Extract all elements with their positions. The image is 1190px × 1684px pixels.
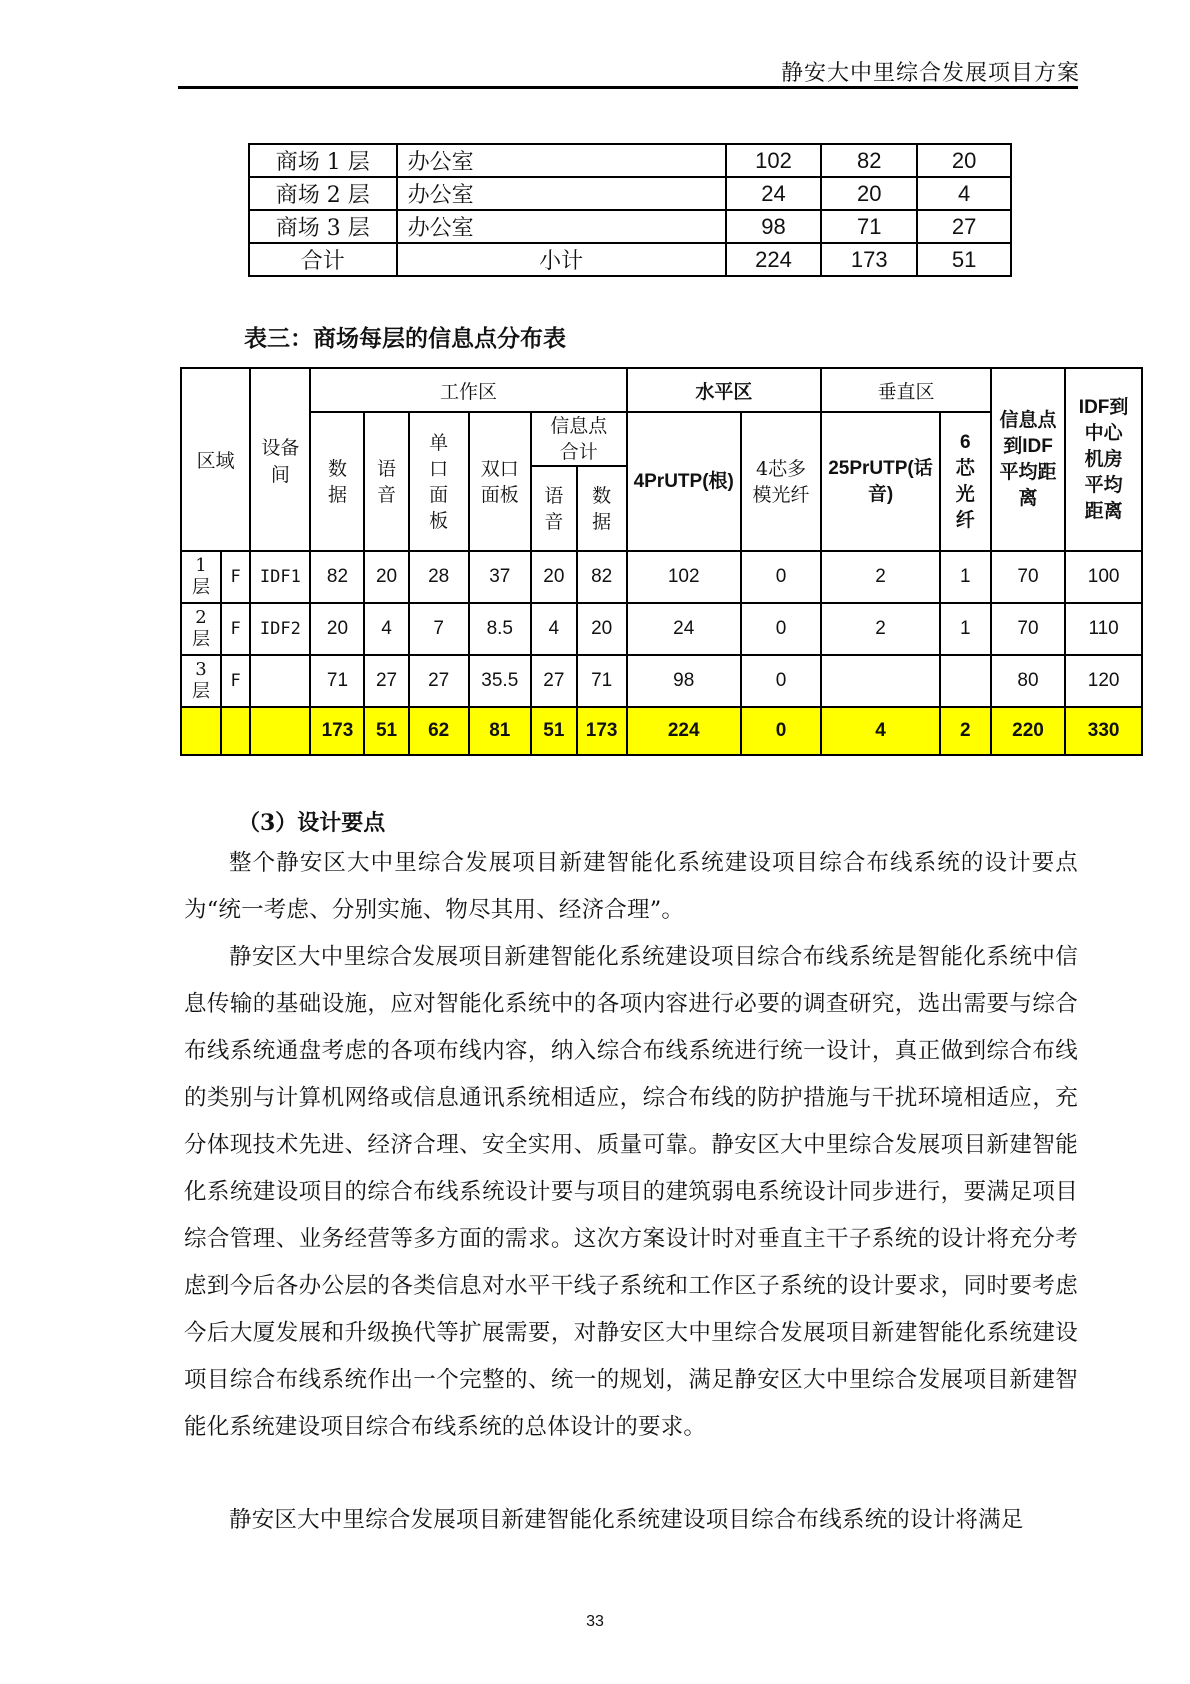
table-cell: 220 [991, 707, 1065, 755]
table-header-row [181, 368, 1142, 412]
table-cell: 51 [364, 707, 408, 755]
table-cell: 70 [991, 603, 1065, 655]
floor-cell: 3层 [181, 655, 221, 707]
paragraph: 静安区大中里综合发展项目新建智能化系统建设项目综合布线系统是智能化系统中信息传输的基础设施，应对智能化系统中的各项内容进行必要的调查研究，选出需要与综合布线系统通盘考虑的各项布线内容，纳入综合布线系统进行统一设计，真正做到综合布线的类别与计算机网络或信息通讯系统相适应，综合布线的防护措施与干扰环境相适应，充分体现技术先进、经济合理、安全实用、质量可靠。静安区大中里综合发展项目新建智能化系统建设项目的综合布线系统设计要与项目的建筑弱电系统设计同步进行，要满足项目综合管理、业务经营等多方面的需求。这次方案设计时对垂直主干子系统的设计将充分考虑到今后各办公层的各类信息对水平干线子系统和工作区子系统的设计要求，同时要考虑今后大厦发展和升级换代等扩展需要，对静安区大中里综合发展项目新建智能化系统建设项目综合布线系统作出一个完整的、统一的规划，满足静安区大中里综合发展项目新建智能化系统建设项目综合布线系统的总体设计的要求。 [184, 944, 1078, 1440]
table-cell: 商场 2 层 [249, 177, 397, 210]
table-cell: 24 [627, 603, 741, 655]
table-cell [821, 655, 940, 707]
table-cell: 20 [310, 603, 364, 655]
header-4prutp: 4PrUTP(根) [627, 412, 741, 551]
header-data: 数据 [310, 412, 364, 551]
header-info-voice: 语音 [531, 466, 577, 551]
table-cell: 小计 [397, 243, 726, 276]
table-cell: F [221, 603, 250, 655]
table-cell: 100 [1065, 551, 1142, 603]
table-cell: 24 [726, 177, 822, 210]
table-cell: 7 [409, 603, 469, 655]
table-cell: 合计 [249, 243, 397, 276]
table-row [249, 243, 1011, 276]
table-cell: 51 [917, 243, 1011, 276]
table-cell: 51 [531, 707, 577, 755]
header-info-data: 数据 [577, 466, 627, 551]
table-cell: 173 [310, 707, 364, 755]
table-cell: 82 [821, 144, 917, 177]
table-cell [181, 707, 221, 755]
table-cell: 224 [627, 707, 741, 755]
table-cell: 98 [726, 210, 822, 243]
table-cell [250, 655, 310, 707]
table-cell: 120 [1065, 655, 1142, 707]
table-caption: 表三：商场每层的信息点分布表 [244, 325, 566, 352]
header-double-panel: 双口面板 [469, 412, 531, 551]
table-cell: 110 [1065, 603, 1142, 655]
table-cell: 0 [741, 655, 821, 707]
section-heading: （3）设计要点 [238, 810, 386, 836]
table-row [249, 210, 1011, 243]
table-cell: 1 [940, 551, 991, 603]
header-idf-center-dist: IDF到中心机房平均距离 [1065, 368, 1142, 551]
floor-cell: 2层 [181, 603, 221, 655]
header-info-total: 信息点合计 [531, 412, 627, 466]
table-row [181, 551, 1142, 603]
table-cell [221, 707, 250, 755]
table-cell: 4 [821, 707, 940, 755]
table-cell: 62 [409, 707, 469, 755]
table-row [249, 177, 1011, 210]
table-cell: 27 [409, 655, 469, 707]
header-single-panel: 单口面板 [409, 412, 469, 551]
table-cell: 71 [577, 655, 627, 707]
table-cell: 8.5 [469, 603, 531, 655]
info-point-table [180, 367, 1143, 756]
paragraph: 静安区大中里综合发展项目新建智能化系统建设项目综合布线系统的设计将满足 [229, 1507, 1024, 1533]
summary-table [248, 143, 1012, 277]
table-cell: 35.5 [469, 655, 531, 707]
table-cell: 0 [741, 707, 821, 755]
table-cell: 商场 1 层 [249, 144, 397, 177]
table-cell: 37 [469, 551, 531, 603]
table-cell: 20 [531, 551, 577, 603]
header-vertical: 垂直区 [821, 368, 991, 412]
header-6core-fiber: 6芯光纤 [940, 412, 991, 551]
table-cell: 82 [577, 551, 627, 603]
table-cell: 81 [469, 707, 531, 755]
table-cell: IDF1 [250, 551, 310, 603]
table-cell: 办公室 [397, 177, 726, 210]
table-cell: 28 [409, 551, 469, 603]
table-cell: F [221, 655, 250, 707]
table-cell: 2 [940, 707, 991, 755]
table-cell: 20 [917, 144, 1011, 177]
header-area: 区域 [181, 368, 250, 551]
table-cell: 2 [821, 551, 940, 603]
table-cell: 102 [627, 551, 741, 603]
table-cell: 4 [531, 603, 577, 655]
table-cell: 80 [991, 655, 1065, 707]
table-cell: 20 [364, 551, 408, 603]
table-cell: 1 [940, 603, 991, 655]
header-work-area: 工作区 [310, 368, 626, 412]
header-voice: 语音 [364, 412, 408, 551]
table-cell: 商场 3 层 [249, 210, 397, 243]
table-cell: 2 [821, 603, 940, 655]
table-cell: 办公室 [397, 210, 726, 243]
table-cell: 20 [577, 603, 627, 655]
paragraph: 整个静安区大中里综合发展项目新建智能化系统建设项目综合布线系统的设计要点为“统一考虑、分别实施、物尽其用、经济合理”。 [184, 850, 1078, 923]
table-cell: 173 [577, 707, 627, 755]
page-number: 33 [586, 1613, 604, 1630]
table-cell: 173 [821, 243, 917, 276]
floor-cell: 1层 [181, 551, 221, 603]
table-cell: F [221, 551, 250, 603]
table-cell: 82 [310, 551, 364, 603]
table-cell: 0 [741, 551, 821, 603]
table-cell: 330 [1065, 707, 1142, 755]
document-header-title: 静安大中里综合发展项目方案 [780, 61, 1080, 86]
table-cell [250, 707, 310, 755]
table-cell [940, 655, 991, 707]
header-25prutp: 25PrUTP(话音) [821, 412, 940, 551]
header-4core-fiber: 4芯多模光纤 [741, 412, 821, 551]
table-cell: 102 [726, 144, 822, 177]
header-horizontal: 水平区 [627, 368, 822, 412]
table-row [181, 655, 1142, 707]
table-cell: 98 [627, 655, 741, 707]
table-cell: 27 [917, 210, 1011, 243]
header-equipment-room: 设备间 [250, 368, 310, 551]
table-cell: 4 [364, 603, 408, 655]
header-rule [178, 86, 1078, 89]
table-cell: 4 [917, 177, 1011, 210]
header-avg-dist-idf: 信息点到IDF平均距离 [991, 368, 1065, 551]
table-cell: 71 [310, 655, 364, 707]
table-row [249, 144, 1011, 177]
table-cell: 0 [741, 603, 821, 655]
table-cell: IDF2 [250, 603, 310, 655]
table-row [181, 603, 1142, 655]
table-cell: 70 [991, 551, 1065, 603]
table-cell: 27 [531, 655, 577, 707]
table-cell: 27 [364, 655, 408, 707]
table-cell: 办公室 [397, 144, 726, 177]
table-cell: 71 [821, 210, 917, 243]
table-total-row [181, 707, 1142, 755]
table-cell: 224 [726, 243, 822, 276]
table-cell: 20 [821, 177, 917, 210]
